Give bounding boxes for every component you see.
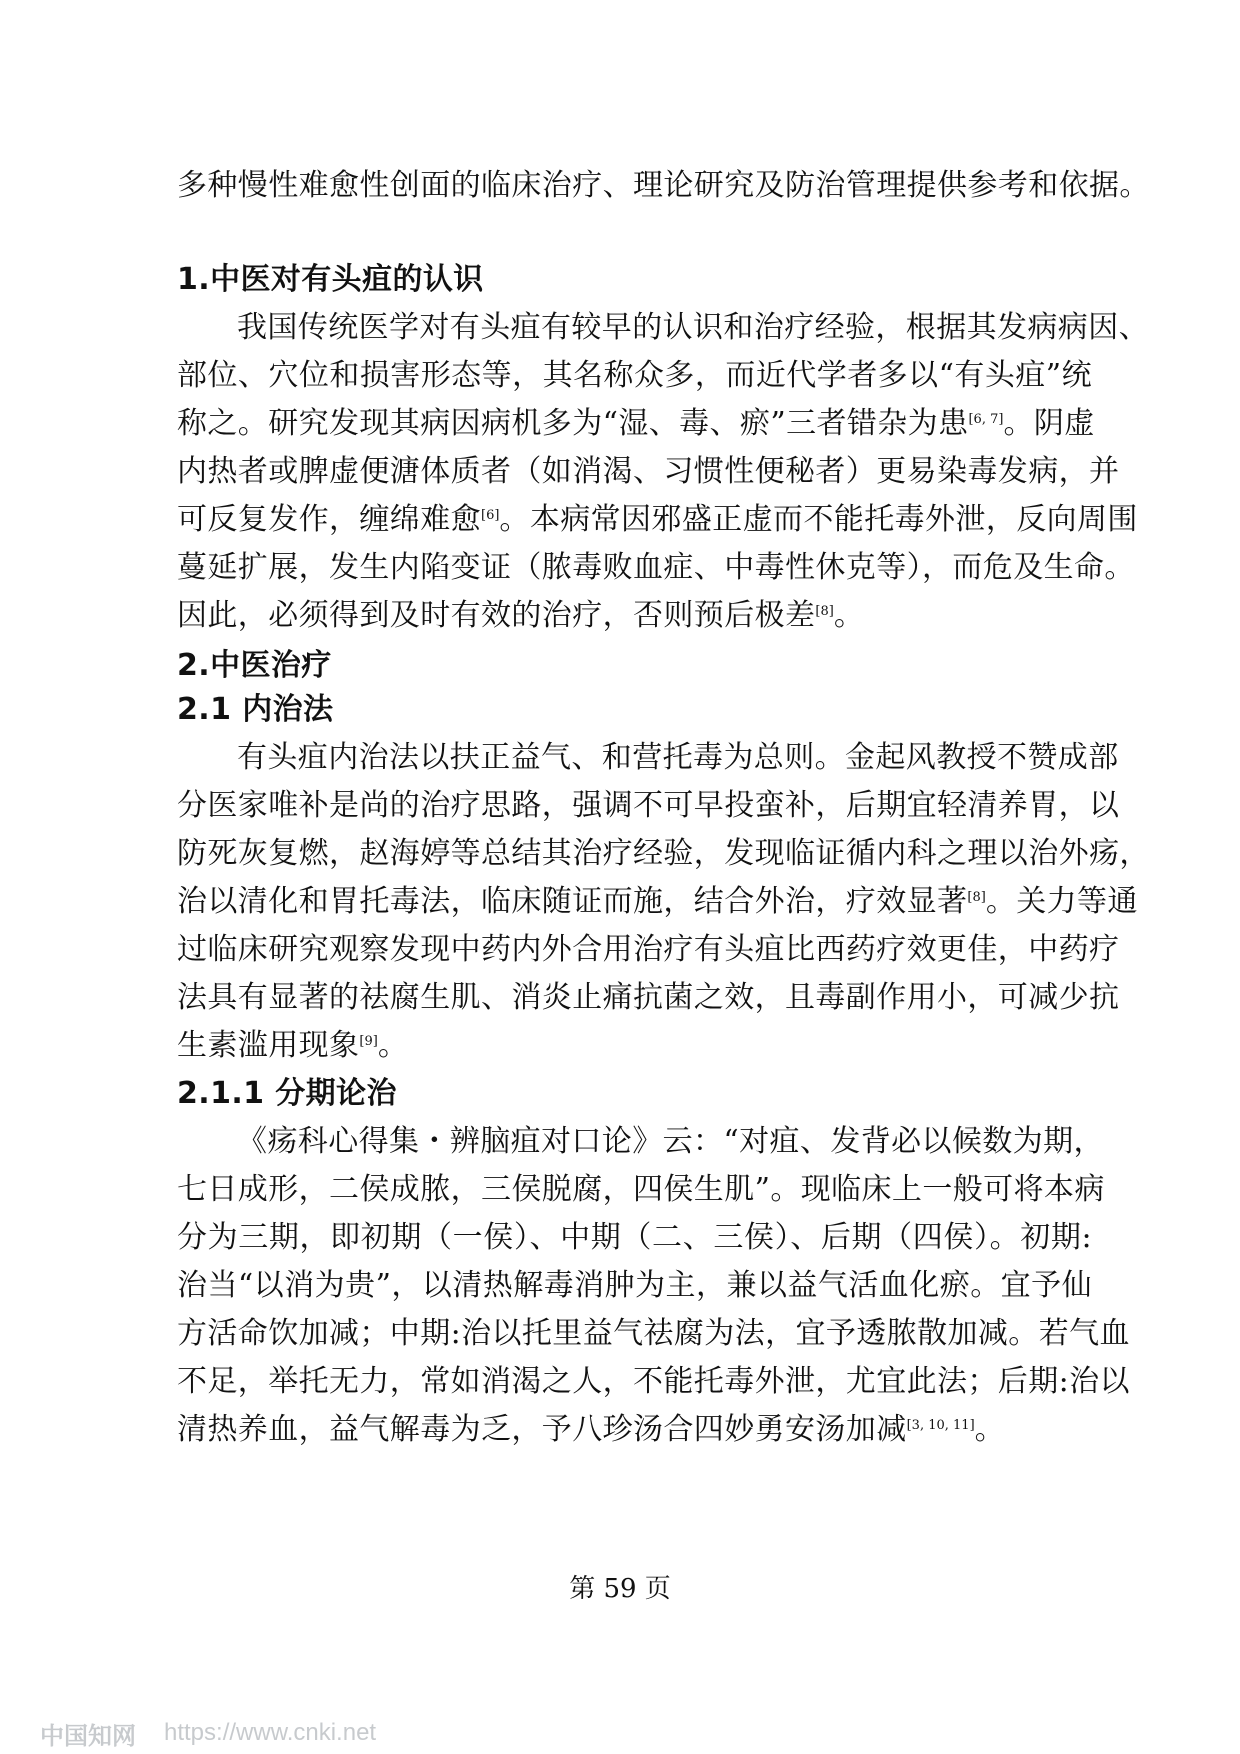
paragraph-line: 分为三期，即初期（一侯）、中期（二、三侯）、后期（四侯）。初期: [177, 1220, 1092, 1255]
page-number: 第 59 页 [569, 1574, 671, 1604]
paragraph-line: 七日成形，二侯成脓，三侯脱腐，四侯生肌”。现临床上一般可将本病 [177, 1172, 1105, 1207]
citation: [8] [967, 890, 986, 905]
citation: [3, 10, 11] [906, 1418, 975, 1433]
paragraph-line: 方活命饮加减；中期:治以托里益气祛腐为法，宜予透脓散加减。若气血 [177, 1316, 1130, 1351]
paragraph-line: 部位、穴位和损害形态等，其名称众多，而近代学者多以“有头疽”统 [177, 358, 1092, 393]
section-heading-1: 1.中医对有头疽的认识 [177, 262, 484, 297]
paragraph-line: 《疡科心得集・辨脑疽对口论》云：“对疽、发背必以候数为期， [237, 1124, 1104, 1159]
cnki-watermark [40, 1716, 376, 1750]
paragraph-line: 多种慢性难愈性创面的临床治疗、理论研究及防治管理提供参考和依据。 [177, 168, 1150, 203]
paragraph-line: 过临床研究观察发现中药内外合用治疗有头疽比西药疗效更佳，中药疗 [177, 932, 1120, 967]
subsection-heading-2-1-1: 2.1.1 分期论治 [177, 1076, 397, 1111]
paragraph-line: 因此，必须得到及时有效的治疗，否则预后极差[8]。 [177, 598, 865, 633]
paragraph-line: 治当“以消为贵”，以清热解毒消肿为主，兼以益气活血化瘀。宜予仙 [177, 1268, 1092, 1303]
paragraph-line: 治以清化和胃托毒法，临床随证而施，结合外治，疗效显著[8]。关力等通 [177, 884, 1138, 919]
paragraph-line: 蔓延扩展，发生内陷变证（脓毒败血症、中毒性休克等），而危及生命。 [177, 550, 1135, 585]
paragraph-line: 不足，举托无力，常如消渴之人，不能托毒外泄，尤宜此法；后期:治以 [177, 1364, 1130, 1399]
citation: [6, 7] [968, 412, 1004, 427]
paragraph-line: 法具有显著的祛腐生肌、消炎止痛抗菌之效，且毒副作用小，可减少抗 [177, 980, 1120, 1015]
paragraph-line: 分医家唯补是尚的治疗思路，强调不可早投蛮补，后期宜轻清养胃，以 [177, 788, 1120, 823]
paragraph-line: 称之。研究发现其病因病机多为“湿、毒、瘀”三者错杂为患[6, 7]。阴虚 [177, 406, 1095, 441]
citation: [8] [815, 604, 834, 619]
citation: [9] [359, 1034, 378, 1049]
section-heading-2: 2.中医治疗 [177, 648, 332, 683]
cnki-url: https://www.cnki.net [164, 1719, 377, 1746]
paragraph-line: 内热者或脾虚便溏体质者（如消渴、习惯性便秘者）更易染毒发病，并 [177, 454, 1120, 489]
paragraph-line: 生素滥用现象[9]。 [177, 1028, 409, 1063]
subsection-heading-2-1: 2.1 内治法 [177, 692, 334, 727]
paragraph-line: 清热养血，益气解毒为乏，予八珍汤合四妙勇安汤加减[3, 10, 11]。 [177, 1412, 1006, 1447]
citation: [6] [481, 508, 500, 523]
paragraph-line: 有头疽内治法以扶正益气、和营托毒为总则。金起风教授不赞成部 [237, 740, 1119, 775]
paragraph-line: 我国传统医学对有头疽有较早的认识和治疗经验，根据其发病病因、 [237, 310, 1149, 345]
cnki-logo: 中国知网 [40, 1721, 136, 1750]
paragraph-line: 可反复发作，缠绵难愈[6]。本病常因邪盛正虚而不能托毒外泄，反向周围 [177, 502, 1138, 537]
paragraph-line: 防死灰复燃，赵海婷等总结其治疗经验，发现临证循内科之理以治外疡， [177, 836, 1150, 871]
